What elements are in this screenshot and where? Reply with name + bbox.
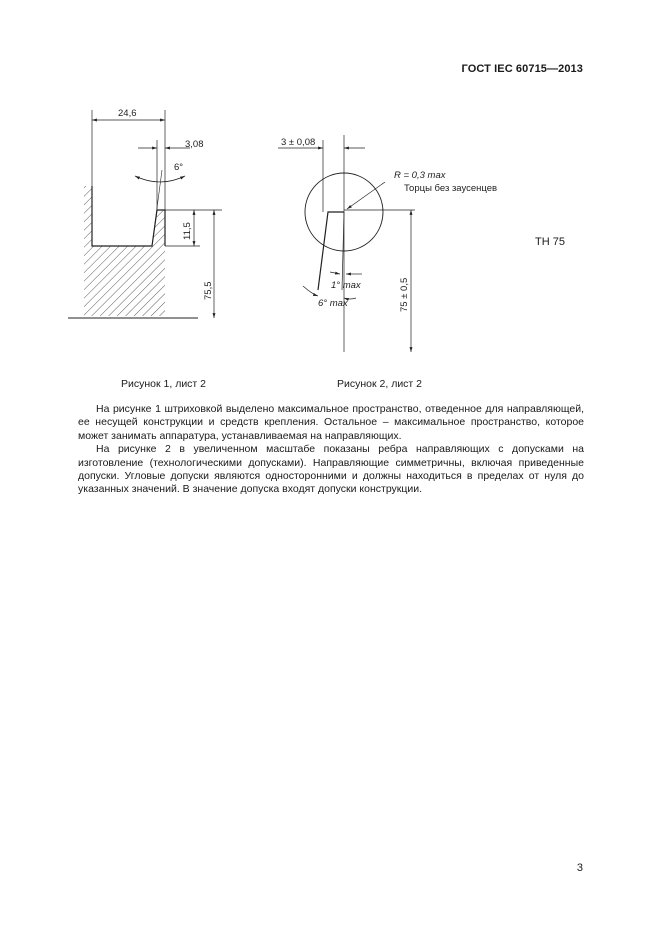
figure-2	[278, 135, 497, 352]
body-text	[78, 403, 584, 497]
fig2-dim-height: 75 ± 0,5	[399, 277, 410, 312]
hatched-region	[84, 186, 165, 316]
standard-code: ГОСТ IEC 60715—2013	[461, 63, 583, 75]
fig2-angle-small: 1° max	[331, 280, 361, 291]
th-label: ТН 75	[535, 236, 565, 248]
fig2-radius: R = 0,3 max	[394, 170, 446, 181]
paragraph-1: На рисунке 1 штриховкой выделено максимальное пространство, отведенное для направляющей, ее несущей конструкции и средств крепления. Остальное – максимальное пространство, которое может занимать аппаратура, устанавливаемая на направляющих.	[78, 403, 584, 442]
page-number: 3	[576, 862, 583, 874]
figure-1-caption: Рисунок 1, лист 2	[121, 378, 206, 390]
figure-2-caption: Рисунок 2, лист 2	[337, 378, 422, 390]
paragraph-2: На рисунке 2 в увеличенном масштабе показаны ребра направляющих с допусками на изготовление (технологическими допусками). Направляющие симметричны, включая приведенные допуски. Угловые допуски являются односторонними и должны находиться в пределах от нуля до указанных значений. В значение допуска входят допуски конструкции.	[78, 443, 584, 496]
figure-1	[68, 108, 222, 318]
fig1-dim-width: 24,6	[118, 108, 137, 119]
fig2-note: Торцы без заусенцев	[404, 183, 498, 194]
fig1-dim-small: 3,08	[185, 139, 204, 150]
fig2-angle-large: 6° max	[318, 298, 348, 309]
fig1-dim-height-small: 11,5	[182, 222, 193, 240]
technical-drawing	[0, 0, 661, 400]
fig2-dim-width: 3 ± 0,08	[281, 137, 316, 148]
fig1-angle: 6°	[174, 162, 184, 173]
fig1-dim-height: 75,5	[203, 281, 214, 300]
